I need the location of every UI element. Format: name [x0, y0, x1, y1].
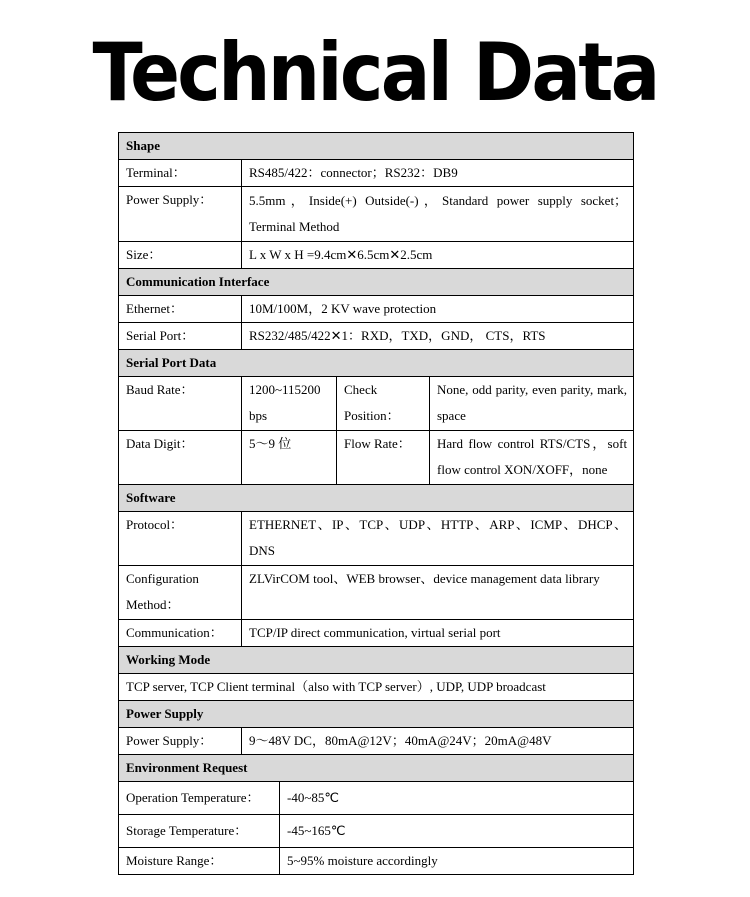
- working-mode-value: TCP server, TCP Client terminal（also with TCP server）, UDP, UDP broadcast: [119, 674, 634, 701]
- section-shape: Shape: [119, 133, 634, 160]
- serial-port-label: Serial Port：: [119, 323, 242, 350]
- section-software: Software: [119, 485, 634, 512]
- moisture-range-label: Moisture Range：: [119, 848, 280, 875]
- section-serial-port-data: Serial Port Data: [119, 350, 634, 377]
- power-supply-spec-value: 9～48V DC，80mA@12V；40mA@24V；20mA@48V: [242, 728, 634, 755]
- check-position-value: None, odd parity, even parity, mark, space: [430, 377, 634, 431]
- storage-temperature-value: -45~165℃: [280, 815, 634, 848]
- size-value: L x W x H =9.4cm✕6.5cm✕2.5cm: [242, 242, 634, 269]
- size-label: Size：: [119, 242, 242, 269]
- operation-temperature-value: -40~85℃: [280, 782, 634, 815]
- tech-data-table: [118, 132, 634, 875]
- protocol-label: Protocol：: [119, 512, 242, 566]
- moisture-range-value: 5~95% moisture accordingly: [280, 848, 634, 875]
- section-environment-request: Environment Request: [119, 755, 634, 782]
- protocol-value: ETHERNET、IP、TCP、UDP、HTTP、ARP、ICMP、DHCP、DNS: [242, 512, 634, 566]
- configuration-method-value: ZLVirCOM tool、WEB browser、device management data library: [242, 566, 634, 620]
- section-working-mode: Working Mode: [119, 647, 634, 674]
- serial-port-value: RS232/485/422✕1：RXD，TXD，GND， CTS，RTS: [242, 323, 634, 350]
- ethernet-value: 10M/100M，2 KV wave protection: [242, 296, 634, 323]
- storage-temperature-label: Storage Temperature：: [119, 815, 280, 848]
- flow-rate-value: Hard flow control RTS/CTS，soft flow control XON/XOFF，none: [430, 431, 634, 485]
- power-supply-spec-label: Power Supply：: [119, 728, 242, 755]
- terminal-value: RS485/422：connector；RS232：DB9: [242, 160, 634, 187]
- data-digit-label: Data Digit：: [119, 431, 242, 485]
- communication-value: TCP/IP direct communication, virtual serial port: [242, 620, 634, 647]
- baud-rate-value: 1200~115200 bps: [242, 377, 337, 431]
- flow-rate-label: Flow Rate：: [337, 431, 430, 485]
- configuration-method-label: Configuration Method：: [119, 566, 242, 620]
- operation-temperature-label: Operation Temperature：: [119, 782, 280, 815]
- page-title: Technical Data: [92, 26, 658, 119]
- data-digit-value: 5～9 位: [242, 431, 337, 485]
- power-supply-label: Power Supply：: [119, 187, 242, 242]
- ethernet-label: Ethernet：: [119, 296, 242, 323]
- terminal-label: Terminal：: [119, 160, 242, 187]
- section-communication-interface: Communication Interface: [119, 269, 634, 296]
- section-power-supply: Power Supply: [119, 701, 634, 728]
- baud-rate-label: Baud Rate：: [119, 377, 242, 431]
- power-supply-value: 5.5mm，Inside(+) Outside(-)，Standard power supply socket；Terminal Method: [242, 187, 634, 242]
- communication-label: Communication：: [119, 620, 242, 647]
- check-position-label: Check Position：: [337, 377, 430, 431]
